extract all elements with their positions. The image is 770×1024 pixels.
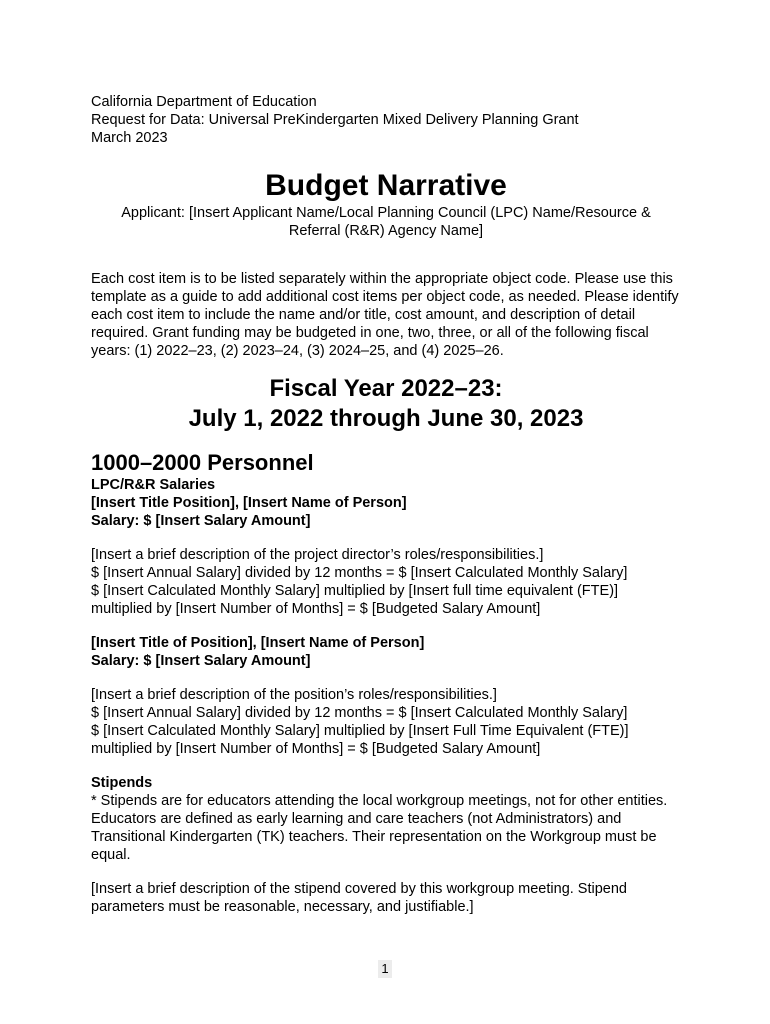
page-title: Budget Narrative [265,169,507,202]
position-1-details [91,546,681,618]
position-2-calc-budget: $ [Insert Calculated Monthly Salary] multiplied by [Insert Full Time Equivalent (FTE)] multiplied by [Insert Number of Months] = $ [Budgeted Salary Amount] [91,723,629,757]
header-request: Request for Data: Universal PreKindergarten Mixed Delivery Planning Grant [91,112,579,128]
position-2-calc-monthly: $ [Insert Annual Salary] divided by 12 months = $ [Insert Calculated Monthly Salary] [91,705,628,721]
position-1-calc-monthly: $ [Insert Annual Salary] divided by 12 months = $ [Insert Calculated Monthly Salary] [91,565,628,581]
personnel-heading: 1000–2000 Personnel [91,450,314,475]
position-1-calc-budget: $ [Insert Calculated Monthly Salary] multiplied by [Insert full time equivalent (FTE)] multiplied by [Insert Number of Months] = $ [Budgeted Salary Amount] [91,583,619,617]
applicant-line: Applicant: [Insert Applicant Name/Local Planning Council (LPC) Name/Resource & Referral (R&R) Agency Name] [121,205,651,239]
position-2-description: [Insert a brief description of the position’s roles/responsibilities.] [91,687,497,703]
position-1-block [91,494,681,618]
position-2-block [91,634,681,758]
stipends-heading: Stipends [91,775,153,791]
document-header [91,93,681,147]
header-organization: California Department of Education [91,94,317,110]
stipends-block [91,774,681,916]
header-date: March 2023 [91,130,168,146]
position-2-details [91,686,681,758]
position-2-title: [Insert Title of Position], [Insert Name of Person] [91,635,425,651]
fiscal-year-dates: July 1, 2022 through June 30, 2023 [188,405,584,432]
position-1-salary: Salary: $ [Insert Salary Amount] [91,513,311,529]
document-page [91,93,681,916]
fiscal-year-heading [91,374,681,434]
position-2-salary: Salary: $ [Insert Salary Amount] [91,653,311,669]
position-1-description: [Insert a brief description of the project director’s roles/responsibilities.] [91,547,544,563]
fiscal-year-title: Fiscal Year 2022–23: [269,375,503,402]
position-1-title: [Insert Title Position], [Insert Name of Person] [91,495,407,511]
stipends-description: [Insert a brief description of the stipend covered by this workgroup meeting. Stipend parameters must be reasonable, necessary, and justifiable.] [91,881,627,915]
page-number: 1 [378,960,392,978]
stipends-note: * Stipends are for educators attending the local workgroup meetings, not for other entities. Educators are defined as early learning and care teachers (not Administrators) and Transitional Kindergarten (TK) teachers. Their representation on the Workgroup must be equal. [91,793,668,863]
intro-paragraph: Each cost item is to be listed separately within the appropriate object code. Please use this template as a guide to add additional cost items per object code, as needed. Please identify each cost item to include the name and/or title, cost amount, and description of detail required. Grant funding may be budgeted in one, two, three, or all of the following fiscal years: (1) 2022–23, (2) 2023–24, (3) 2024–25, and (4) 2025–26. [91,271,679,359]
salaries-subheading: LPC/R&R Salaries [91,477,216,493]
